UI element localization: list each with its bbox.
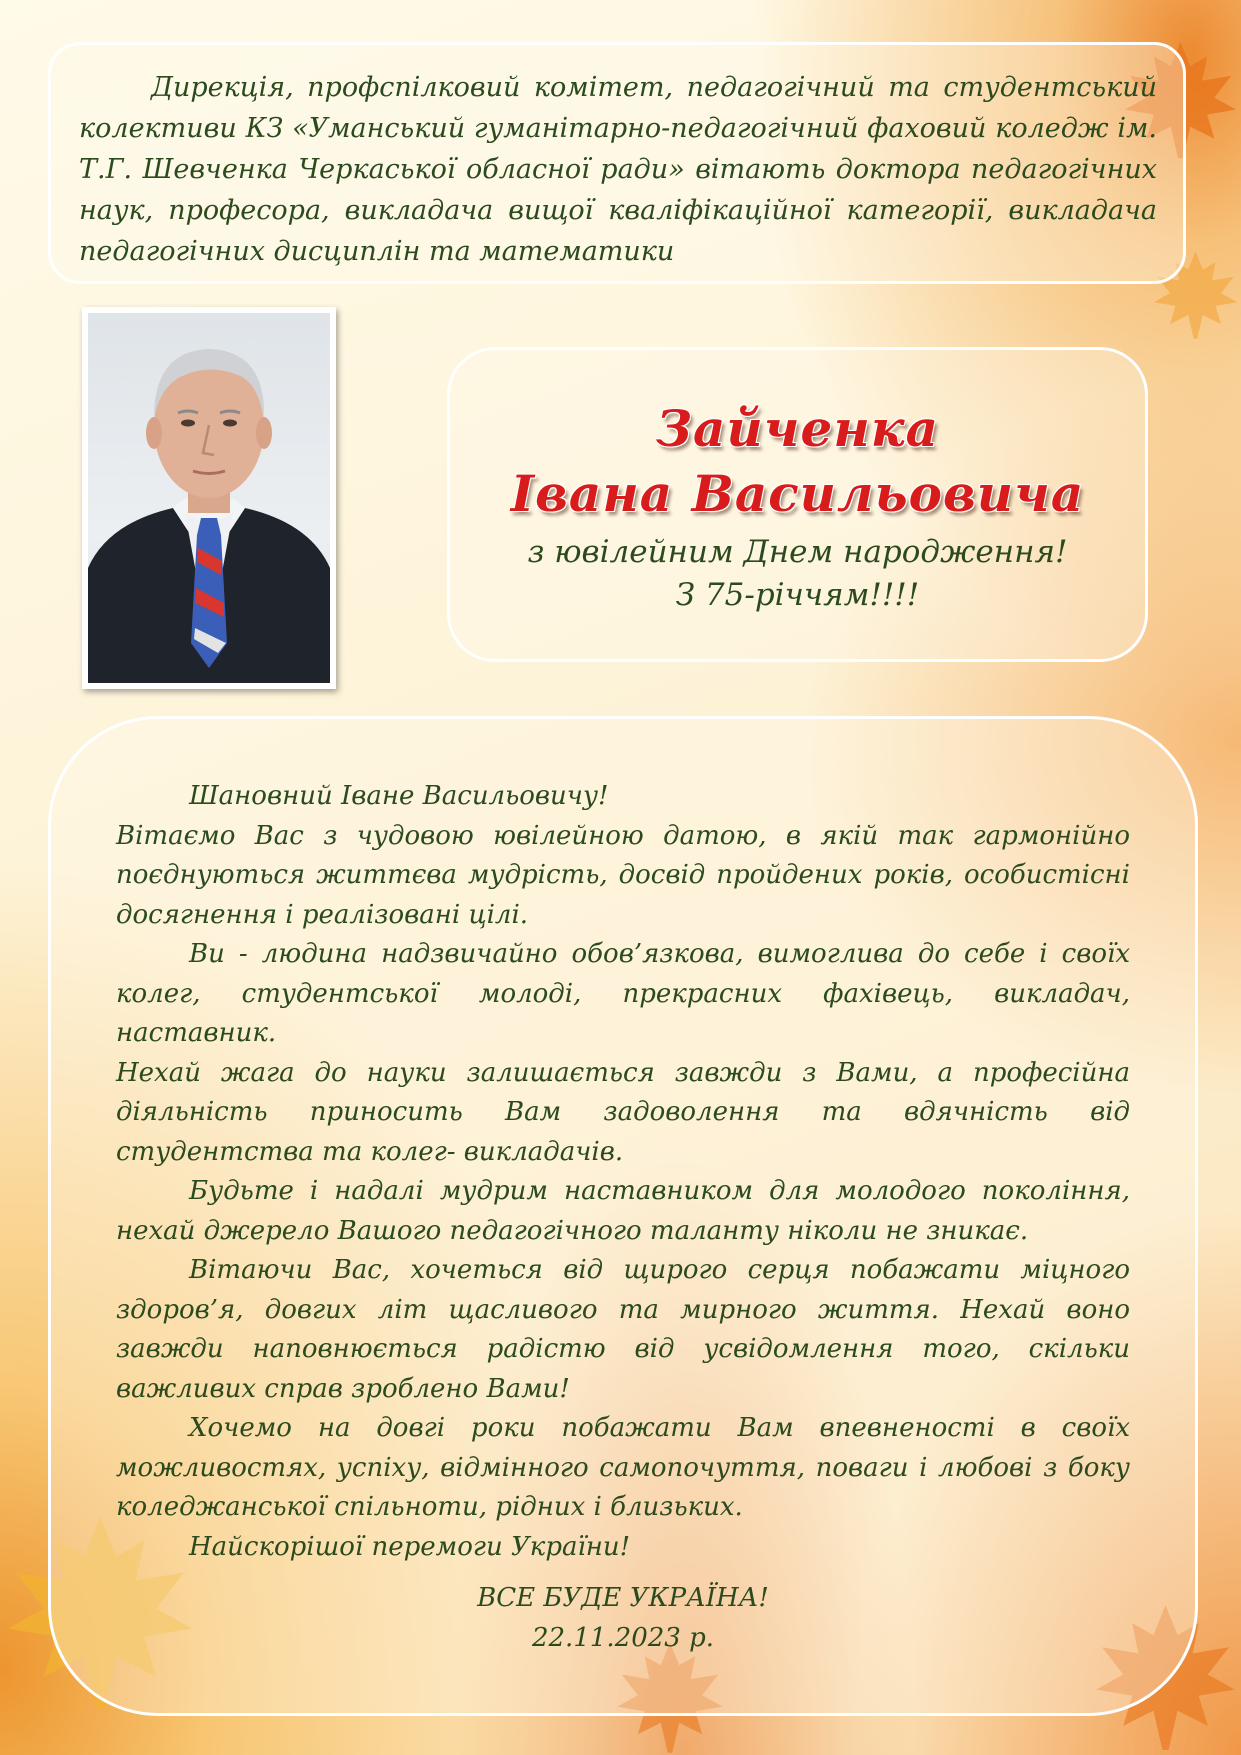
closing-slogan: ВСЕ БУДЕ УКРАЇНА!	[477, 1583, 769, 1613]
letter-paragraph: Найскорішої перемоги України!	[189, 1531, 631, 1562]
honoree-given-names: Івана Васильовича	[510, 464, 1085, 523]
honoree-name-box	[447, 347, 1148, 662]
letter-paragraph: Будьте і надалі мудрим наставником для молодого покоління, нехай джерело Вашого педагогічного таланту ніколи не зникає.	[116, 1176, 1130, 1246]
letter-paragraph: Нехай жага до науки залишається завжди з Вами, а професійна діяльність приносить Вам задоволення та вдячність від студентства та колег- викладачів.	[116, 1057, 1130, 1167]
letter-paragraph: Вітаємо Вас з чудовою ювілейною датою, в якій так гармонійно поєднуються життєва мудрість, досвід пройдених років, особистісні досягнення і реалізовані цілі.	[116, 820, 1130, 930]
portrait-photo	[82, 307, 336, 689]
letter-paragraph: Хочемо на довгі роки побажати Вам впевненості в своїх можливостях, успіху, відмінного самопочуття, поваги і любові з боку коледжанської спільноти, рідних і близьких.	[116, 1413, 1130, 1522]
letter-paragraph: Ви - людина надзвичайно обов’язкова, вимоглива до себе і своїх колег, студентської молоді, прекрасних фахівець, викладач, наставник.	[116, 939, 1130, 1048]
header-text-box	[48, 42, 1186, 284]
letter-box	[48, 716, 1198, 1716]
letter-greeting: Шановний Іване Васильовичу!	[189, 781, 609, 811]
header-text: Дирекція, профспілковий комітет, педагогічний та студентський колективи КЗ «Уманський гуманітарно-педагогічний фаховий коледж ім. Т.Г. Шевченка Черкаської обласної ради» вітають доктора педагогічних наук, професора, викладача вищої кваліфікаційної категорії, викладача педагогічних дисциплін та математики	[79, 72, 1157, 267]
portrait-illustration	[88, 313, 330, 683]
occasion-line-2: З 75-річчям!!!!	[675, 577, 920, 613]
letter-paragraph: Вітаючи Вас, хочеться від щирого серця побажати міцного здоров’я, довгих літ щасливого та мирного життя. Нехай воно завжди наповнюється радістю від усвідомлення того, скільки важливих справ зроблено Вами!	[116, 1255, 1130, 1404]
letter-date: 22.11.2023 р.	[531, 1622, 715, 1653]
honoree-surname: Зайченка	[655, 399, 940, 458]
occasion-line-1: з ювілейним Днем народження!	[527, 534, 1068, 570]
